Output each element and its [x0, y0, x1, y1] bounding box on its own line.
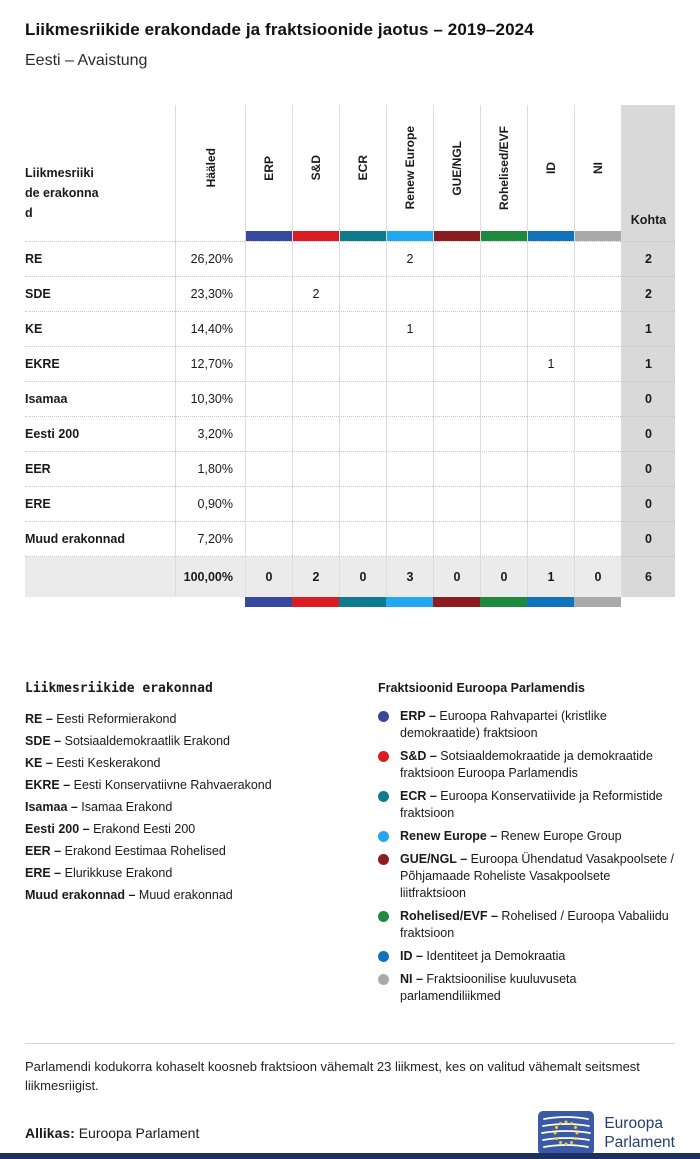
votes-cell: 26,20%	[175, 242, 245, 277]
seats-table	[25, 105, 675, 607]
seats-cell: 0	[621, 382, 675, 417]
group-color-bar	[340, 231, 386, 241]
group-value-cell	[292, 487, 339, 522]
party-name-cell: KE	[25, 312, 175, 347]
party-legend-abbr: Muud erakonnad –	[25, 888, 139, 902]
group-value-cell	[433, 277, 480, 312]
legend-parties-title: Liikmesriikide erakonnad	[25, 681, 213, 696]
page-title: Liikmesriikide erakondade ja fraktsioonide jaotus – 2019–2024	[25, 20, 534, 39]
group-value-cell	[480, 452, 527, 487]
seats-header-labelwrap	[622, 105, 675, 231]
total-label-cell	[25, 557, 175, 597]
ep-parliament-logo-icon	[538, 1111, 594, 1155]
group-value-cell	[527, 417, 574, 452]
group-value-cell	[339, 242, 386, 277]
total-seats-cell: 6	[621, 557, 675, 597]
seats-cell: 0	[621, 522, 675, 557]
legend-groups	[378, 681, 675, 1011]
party-legend-item	[25, 796, 378, 818]
group-color-dot	[378, 951, 389, 962]
group-legend-abbr: NI –	[400, 972, 427, 986]
group-value-cell	[339, 277, 386, 312]
group-header-labelwrap	[293, 105, 339, 231]
group-column-header-ni	[574, 105, 621, 242]
group-column-header-renew	[386, 105, 433, 242]
group-value-cell	[245, 347, 292, 382]
group-legend-text	[400, 828, 622, 845]
group-value-cell	[527, 277, 574, 312]
votes-cell: 10,30%	[175, 382, 245, 417]
group-header-label: ECR	[356, 155, 370, 181]
party-name-cell: EER	[25, 452, 175, 487]
group-value-cell	[245, 242, 292, 277]
group-value-cell	[574, 417, 621, 452]
group-color-bar	[575, 231, 621, 241]
group-legend-item	[378, 851, 675, 902]
group-value-cell	[574, 242, 621, 277]
group-value-cell	[527, 382, 574, 417]
group-header-label: GUE/NGL	[450, 140, 464, 196]
group-value-cell	[574, 312, 621, 347]
group-color-bar	[246, 231, 292, 241]
group-value-cell	[527, 487, 574, 522]
group-value-cell	[527, 242, 574, 277]
group-legend-name: Fraktsioonilise kuuluvuseta parlamendiliikmed	[400, 972, 577, 1003]
seats-cell: 0	[621, 487, 675, 522]
group-value-cell	[245, 452, 292, 487]
legend-groups-title: Fraktsioonid Euroopa Parlamendis	[378, 681, 585, 695]
votes-cell: 12,70%	[175, 347, 245, 382]
group-value-cell	[574, 277, 621, 312]
group-legend-abbr: ECR –	[400, 789, 441, 803]
group-value-cell	[386, 452, 433, 487]
seats-cell: 1	[621, 347, 675, 382]
party-name-cell: ERE	[25, 487, 175, 522]
group-value-cell: 2	[386, 242, 433, 277]
party-legend-abbr: Eesti 200 –	[25, 822, 94, 836]
group-legend-item	[378, 708, 675, 742]
party-legend-item	[25, 840, 378, 862]
group-value-cell	[527, 452, 574, 487]
votes-column-header	[175, 105, 245, 242]
group-value-cell	[480, 382, 527, 417]
legend-parties	[25, 681, 378, 1011]
total-group-value-cell: 2	[292, 557, 339, 597]
group-color-dot	[378, 751, 389, 762]
group-value-cell	[339, 382, 386, 417]
group-legend-item	[378, 971, 675, 1005]
group-value-cell	[480, 347, 527, 382]
votes-header-label: Hääled	[203, 148, 218, 188]
votes-cell: 3,20%	[175, 417, 245, 452]
party-legend-name: Eesti Konservatiivne Rahvaerakond	[73, 778, 272, 792]
group-value-cell	[386, 487, 433, 522]
party-legend-name: Muud erakonnad	[138, 888, 233, 902]
total-group-value-cell: 1	[527, 557, 574, 597]
group-value-cell	[292, 417, 339, 452]
group-color-bar-bottom	[480, 597, 527, 607]
group-color-dot	[378, 854, 389, 865]
group-legend-abbr: S&D –	[400, 749, 441, 763]
ep-logo-line2: Parlament	[604, 1134, 675, 1151]
group-color-bar-bottom	[574, 597, 621, 607]
group-value-cell	[433, 522, 480, 557]
group-legend-text	[400, 788, 675, 822]
party-name-cell: EKRE	[25, 347, 175, 382]
group-header-label: NI	[591, 162, 605, 174]
group-value-cell	[339, 522, 386, 557]
group-legend-item	[378, 748, 675, 782]
group-value-cell	[433, 347, 480, 382]
group-value-cell: 1	[386, 312, 433, 347]
group-value-cell	[480, 242, 527, 277]
total-group-value-cell: 0	[480, 557, 527, 597]
group-value-cell	[292, 312, 339, 347]
group-legend-name: Identiteet ja Demokraatia	[426, 949, 566, 963]
page-subtitle: Eesti – Avaistung	[25, 52, 148, 69]
party-legend-name: Erakond Eesti 200	[93, 822, 196, 836]
group-value-cell	[433, 452, 480, 487]
group-value-cell	[245, 522, 292, 557]
group-value-cell	[386, 382, 433, 417]
seats-cell: 1	[621, 312, 675, 347]
group-color-bar-bottom	[527, 597, 574, 607]
group-value-cell	[433, 242, 480, 277]
group-value-cell	[386, 522, 433, 557]
party-legend-abbr: EKRE –	[25, 778, 74, 792]
group-header-label: Rohelised/EVF	[497, 125, 511, 211]
group-value-cell	[292, 522, 339, 557]
group-value-cell	[292, 242, 339, 277]
group-value-cell	[386, 417, 433, 452]
group-value-cell	[433, 382, 480, 417]
group-legend-name: Rohelised / Euroopa Vabaliidu fraktsioon	[400, 909, 669, 940]
group-legend-name: Euroopa Rahvapartei (kristlike demokraatide) fraktsioon	[400, 709, 607, 740]
party-legend-abbr: ERE –	[25, 866, 65, 880]
party-legend-item	[25, 708, 378, 730]
group-value-cell	[480, 312, 527, 347]
seats-cell: 0	[621, 452, 675, 487]
group-legend-item	[378, 788, 675, 822]
group-value-cell: 2	[292, 277, 339, 312]
group-legend-text	[400, 851, 675, 902]
group-legend-list	[378, 708, 675, 1005]
group-legend-item	[378, 948, 675, 965]
seats-cell: 2	[621, 277, 675, 312]
party-legend-item	[25, 730, 378, 752]
party-legend-name: Sotsiaaldemokraatlik Erakond	[64, 734, 230, 748]
group-value-cell	[339, 347, 386, 382]
party-legend-item	[25, 884, 378, 906]
group-legend-abbr: GUE/NGL –	[400, 852, 471, 866]
group-value-cell	[480, 277, 527, 312]
bottom-accent-bar	[0, 1153, 700, 1159]
group-color-dot	[378, 974, 389, 985]
total-group-value-cell: 0	[339, 557, 386, 597]
group-legend-item	[378, 908, 675, 942]
group-header-labelwrap	[528, 105, 574, 231]
votes-cell: 23,30%	[175, 277, 245, 312]
seats-header-bar	[622, 231, 675, 241]
seats-header-label: Kohta	[630, 213, 667, 227]
group-value-cell	[245, 382, 292, 417]
party-name-cell: Isamaa	[25, 382, 175, 417]
group-value-cell: 1	[527, 347, 574, 382]
group-value-cell	[574, 347, 621, 382]
header-bar-empty	[176, 231, 245, 241]
header-bar-empty	[25, 231, 175, 241]
party-legend-abbr: SDE –	[25, 734, 65, 748]
group-value-cell	[433, 417, 480, 452]
group-value-cell	[339, 487, 386, 522]
group-legend-abbr: Renew Europe –	[400, 829, 501, 843]
party-column-header-label: Liikmesriikide erakonnad	[25, 166, 99, 220]
seats-cell: 2	[621, 242, 675, 277]
group-color-bar-bottom	[245, 597, 292, 607]
seats-column-header	[621, 105, 675, 242]
group-column-header-id	[527, 105, 574, 242]
group-value-cell	[527, 522, 574, 557]
group-column-header-erp	[245, 105, 292, 242]
group-color-bar-bottom	[292, 597, 339, 607]
group-color-bar	[528, 231, 574, 241]
votes-cell: 7,20%	[175, 522, 245, 557]
votes-header-labelwrap	[176, 105, 245, 231]
group-color-bar	[481, 231, 527, 241]
source-label: Allikas:	[25, 1125, 75, 1141]
bottom-bar-empty	[175, 597, 245, 607]
group-value-cell	[433, 487, 480, 522]
group-header-labelwrap	[434, 105, 480, 231]
party-name-cell: SDE	[25, 277, 175, 312]
group-value-cell	[574, 452, 621, 487]
group-header-labelwrap	[387, 105, 433, 231]
bottom-bar-empty	[621, 597, 675, 607]
source-value: Euroopa Parlament	[78, 1125, 200, 1141]
group-color-dot	[378, 711, 389, 722]
group-legend-abbr: ID –	[400, 949, 427, 963]
seats-cell: 0	[621, 417, 675, 452]
total-group-value-cell: 3	[386, 557, 433, 597]
group-header-label: ERP	[262, 155, 276, 181]
group-value-cell	[339, 417, 386, 452]
group-legend-abbr: ERP –	[400, 709, 440, 723]
party-name-cell: Eesti 200	[25, 417, 175, 452]
group-value-cell	[480, 487, 527, 522]
group-color-bar-bottom	[339, 597, 386, 607]
votes-cell: 0,90%	[175, 487, 245, 522]
group-value-cell	[339, 452, 386, 487]
party-legend-abbr: KE –	[25, 756, 57, 770]
votes-cell: 1,80%	[175, 452, 245, 487]
group-value-cell	[386, 277, 433, 312]
group-color-bar	[293, 231, 339, 241]
party-legend-item	[25, 774, 378, 796]
party-legend-abbr: Isamaa –	[25, 800, 82, 814]
group-header-labelwrap	[481, 105, 527, 231]
group-column-header-guengl	[433, 105, 480, 242]
group-column-header-greens	[480, 105, 527, 242]
group-value-cell	[292, 382, 339, 417]
party-legend-name: Elurikkuse Erakond	[64, 866, 173, 880]
footer	[25, 1111, 675, 1155]
group-legend-abbr: Rohelised/EVF –	[400, 909, 502, 923]
group-color-dot	[378, 911, 389, 922]
party-legend-name: Eesti Keskerakond	[56, 756, 161, 770]
group-value-cell	[339, 312, 386, 347]
party-legend-list	[25, 708, 378, 906]
group-header-label: ID	[544, 162, 558, 174]
group-value-cell	[480, 417, 527, 452]
group-value-cell	[245, 417, 292, 452]
group-value-cell	[245, 487, 292, 522]
total-votes-cell: 100,00%	[175, 557, 245, 597]
party-legend-abbr: RE –	[25, 712, 57, 726]
group-value-cell	[574, 382, 621, 417]
group-value-cell	[433, 312, 480, 347]
party-name-cell: Muud erakonnad	[25, 522, 175, 557]
party-legend-abbr: EER –	[25, 844, 65, 858]
group-value-cell	[245, 277, 292, 312]
group-color-bar	[387, 231, 433, 241]
legends	[25, 681, 675, 1011]
group-color-bar-bottom	[386, 597, 433, 607]
party-legend-name: Erakond Eestimaa Rohelised	[64, 844, 226, 858]
group-legend-text	[400, 908, 675, 942]
party-legend-item	[25, 752, 378, 774]
footnote: Parlamendi kodukorra kohaselt koosneb fraktsioon vähemalt 23 liikmest, kes on valitud vähemalt seitsmest liikmesriigist.	[25, 1043, 675, 1095]
party-legend-name: Isamaa Erakond	[81, 800, 173, 814]
group-legend-name: Renew Europe Group	[500, 829, 622, 843]
group-header-labelwrap	[575, 105, 621, 231]
group-legend-text	[400, 708, 675, 742]
source	[25, 1125, 199, 1141]
group-color-bar-bottom	[433, 597, 480, 607]
group-legend-text	[400, 748, 675, 782]
group-column-header-sd	[292, 105, 339, 242]
party-legend-item	[25, 862, 378, 884]
party-column-header	[25, 105, 175, 242]
group-legend-name: Euroopa Konservatiivide ja Reformistide fraktsioon	[400, 789, 663, 820]
group-header-label: S&D	[309, 155, 323, 181]
group-legend-text	[400, 971, 675, 1005]
group-header-labelwrap	[340, 105, 386, 231]
group-value-cell	[245, 312, 292, 347]
group-legend-name: Sotsiaaldemokraatide ja demokraatide fraktsioon Euroopa Parlamendis	[400, 749, 653, 780]
group-value-cell	[386, 347, 433, 382]
party-legend-name: Eesti Reformierakond	[56, 712, 177, 726]
group-color-dot	[378, 831, 389, 842]
group-header-label: Renew Europe	[403, 126, 417, 210]
votes-cell: 14,40%	[175, 312, 245, 347]
ep-logo-line1: Euroopa	[604, 1115, 663, 1132]
party-name-cell: RE	[25, 242, 175, 277]
bottom-bar-empty	[25, 597, 175, 607]
total-group-value-cell: 0	[574, 557, 621, 597]
group-value-cell	[292, 452, 339, 487]
total-group-value-cell: 0	[433, 557, 480, 597]
party-legend-item	[25, 818, 378, 840]
group-header-labelwrap	[246, 105, 292, 231]
group-legend-item	[378, 828, 675, 845]
group-value-cell	[292, 347, 339, 382]
group-value-cell	[480, 522, 527, 557]
party-column-header-labelwrap	[25, 105, 175, 231]
ep-logo-wordmark	[604, 1114, 675, 1152]
total-group-value-cell: 0	[245, 557, 292, 597]
group-legend-name: Euroopa Ühendatud Vasakpoolsete / Põhjamaade Roheliste Vasakpoolsete liitfraktsioon	[400, 852, 675, 900]
group-color-dot	[378, 791, 389, 802]
group-column-header-ecr	[339, 105, 386, 242]
group-value-cell	[574, 487, 621, 522]
group-color-bar	[434, 231, 480, 241]
ep-logo	[538, 1111, 675, 1155]
group-legend-text	[400, 948, 565, 965]
group-value-cell	[527, 312, 574, 347]
group-value-cell	[574, 522, 621, 557]
